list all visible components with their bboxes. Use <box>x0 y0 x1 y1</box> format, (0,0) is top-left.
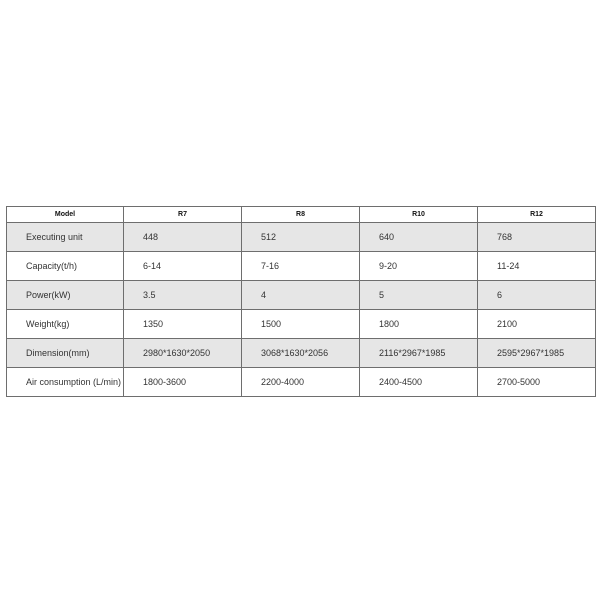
table-cell: 2595*2967*1985 <box>478 339 596 368</box>
table-row <box>7 339 596 368</box>
table-cell: 1800-3600 <box>124 368 242 397</box>
table-cell: 3.5 <box>124 281 242 310</box>
header-r10: R10 <box>360 207 478 223</box>
table-cell: 9-20 <box>360 252 478 281</box>
table-cell: 2100 <box>478 310 596 339</box>
table-cell: 2200-4000 <box>242 368 360 397</box>
header-r7: R7 <box>124 207 242 223</box>
row-label: Power(kW) <box>7 281 124 310</box>
table-row <box>7 368 596 397</box>
table-cell: 2116*2967*1985 <box>360 339 478 368</box>
header-r8: R8 <box>242 207 360 223</box>
table-cell: 5 <box>360 281 478 310</box>
table-cell: 4 <box>242 281 360 310</box>
table-cell: 2700-5000 <box>478 368 596 397</box>
table-cell: 1350 <box>124 310 242 339</box>
row-label: Executing unit <box>7 223 124 252</box>
spec-table <box>6 206 596 397</box>
table-row <box>7 310 596 339</box>
table-cell: 448 <box>124 223 242 252</box>
row-label: Air consumption (L/min) <box>7 368 124 397</box>
table-cell: 1800 <box>360 310 478 339</box>
table-cell: 512 <box>242 223 360 252</box>
table-row <box>7 223 596 252</box>
table-cell: 6-14 <box>124 252 242 281</box>
row-label: Weight(kg) <box>7 310 124 339</box>
header-model: Model <box>7 207 124 223</box>
table-cell: 1500 <box>242 310 360 339</box>
row-label: Dimension(mm) <box>7 339 124 368</box>
table-cell: 6 <box>478 281 596 310</box>
table-cell: 640 <box>360 223 478 252</box>
table-cell: 2400-4500 <box>360 368 478 397</box>
table-cell: 3068*1630*2056 <box>242 339 360 368</box>
table-header-row <box>7 207 596 223</box>
header-r12: R12 <box>478 207 596 223</box>
table-row <box>7 252 596 281</box>
table-cell: 11-24 <box>478 252 596 281</box>
row-label: Capacity(t/h) <box>7 252 124 281</box>
table-cell: 768 <box>478 223 596 252</box>
table-cell: 7-16 <box>242 252 360 281</box>
table-row <box>7 281 596 310</box>
table-cell: 2980*1630*2050 <box>124 339 242 368</box>
